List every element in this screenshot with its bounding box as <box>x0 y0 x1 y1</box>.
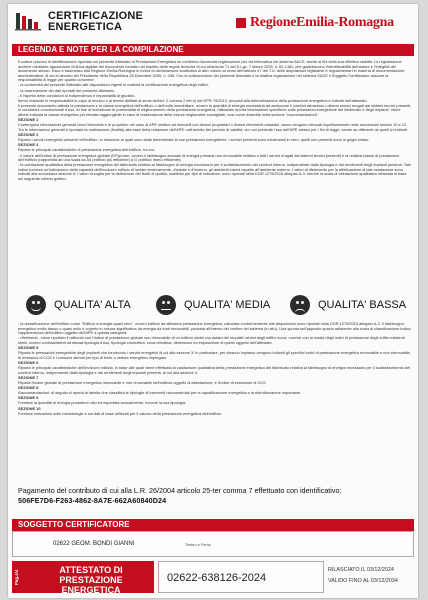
section-4-text: Riporta le principali caratteristiche di prestazione energetica dell'edificio, tra cui: <box>18 147 155 153</box>
payment-info <box>18 486 412 506</box>
neutral-face-icon <box>156 295 176 315</box>
region-logo <box>236 14 412 34</box>
notes-para2: Il presente documento attesta la prestazione e la classe energetica dell'edificio o dell'unità immobiliare, ovvero la quantità di energia necessaria ad assicurare il comfort attraverso i diversi servizi erogati dai sistemi tecnici presenti, in condizioni convenzionali d'uso. Al fine di individuare le potenzialità di miglioramento della prestazione energetica, l'attestato riporta informazioni specifiche sulle prestazioni energetiche del fabbricato e degli impianti. Viene altresì indicata la classe energetica più elevata raggiungibile in caso di realizzazione delle misure migliorative consigliate, così come descritte nella sezione "raccomandazioni". <box>18 102 412 118</box>
certificate-page <box>8 4 418 598</box>
quality-scale <box>18 294 412 316</box>
ape-logo-icon <box>14 10 44 32</box>
attestato-code-box <box>158 561 324 593</box>
certification-title <box>48 11 143 33</box>
section-5-title: SEZIONE 5 <box>18 345 39 351</box>
soggetto-certificatore-box <box>12 531 414 557</box>
notes-bullet: - il rispetto delle condizioni di indipendenza e imparzialità di giudizio, <box>18 92 136 98</box>
section-2-text: Riporta i servizi energetici presenti nell'edificio, in relazione ai quali sono state determinate le sue prestazioni energetiche. I servizi presenti sono evidenziati in nero, quelli non presenti sono in grigio chiaro. <box>18 137 370 143</box>
attestato-title-line1: ATTESTATO DI <box>59 565 123 575</box>
section-2-title: SEZIONE 2 <box>18 132 39 138</box>
quality-medium-label: QUALITA' MEDIA <box>184 299 271 311</box>
cert-title-line1: CERTIFICAZIONE <box>48 10 144 22</box>
section-1-title: SEZIONE 1 <box>18 117 39 123</box>
section-10-text: Fornisce indicazioni sulle metodologie e sui dati di base utilizzati per il calcolo della prestazione energetica dell'edificio. <box>18 410 223 416</box>
notes-after-bullets: fermo restando le responsabilità in capo al tecnico o ai tecnici abilitati ai sensi dell'art. 2 comma 2 lett b) del DPR 75/2013, preposti alla determinazione della prestazione energetica e indicati nell'attestato. <box>18 97 368 103</box>
section-1-text: Contengono informazioni generali circa l'immobile e le proprietà: nel caso di APE relativo ad immobili con diversi proprietari o diversi riferimenti catastali, vanno vengono elencati rispettivamente nelle successive sezioni 10 e 12. Tra le informazioni generali è riportata la motivazione (finalità) alla base della redazione dell'APE: nell'ambito del periodo di validità, ciò non preclude l'uso dell'APE stesso per i fini di legge, anche se differenti da quelli ivi indicati. <box>18 122 408 132</box>
notes-bullet: - la osservazione dei dati riportati del presente Attestato, <box>18 87 115 93</box>
happy-face-icon <box>26 295 46 315</box>
cert-title-line2: ENERGETICA <box>48 21 123 33</box>
section-8-title: SEZIONE 8 <box>18 385 39 391</box>
validity-dates <box>328 565 414 587</box>
payment-identifier: 506FE7D6-F263-4862-8A7E-662A60840D24 <box>18 496 167 505</box>
notes-bullet: - la conformità del presente Attestato alle disposizioni vigenti in materia di certificazione energetica degli edifici, <box>18 82 209 88</box>
section-4-bullet: - la valutazione qualitativa della prestazione energetica del fabbricato relativa al fabbisogno di energia necessario per il soddisfacimento del comfort interno, indipendente dalla tipologia e dai rendimenti degli impianti presenti. Tale indice fornisce un'indicazione della capacità dell'involucro edilizio di isolare termicamente, d'estate e d'inverno, gli ambienti interni rispetto all'ambiente esterno. I valori di riferimento per la effettuazione di tale valutazione sono indicati alla successiva sezione 6; i valori di soglia per la definizione dei livelli di qualità, suddivisi per tipo di indicatore, sono riportati nella DGR 1275/2015 allegato A-3, mentre la scala di valutazione qualitativa utilizzata si basa sul seguente criterio grafico: <box>18 162 411 182</box>
section-4-bullet: - il valore dell'indice di prestazione energetica globale (EPgl,nren, ovvero il fabbisogno annuale di energia primaria non rinnovabile relativa a tutti i servizi erogati dai sistemi tecnici presenti) e la relativa classe di prestazione dell'edificio (rapportata ad una scala da A4 (edificio più efficiente) a G (edificio meno efficiente); <box>18 152 400 163</box>
attestato-footer-box <box>12 561 154 593</box>
page-header <box>8 4 418 40</box>
page-number: Pag.4/4 <box>14 569 19 585</box>
section-9-text: Fornisce la quantità di energia prodotta in situ ed esportata annualmente, nonché la sua tipologia. <box>18 400 187 406</box>
stamp-signature-label: Timbro e Firma <box>185 543 211 547</box>
quality-low-label: QUALITA' BASSA <box>318 299 407 311</box>
section-6-title: SEZIONE 6 <box>18 359 39 365</box>
section-4-bullet: - riferimenti - viene riportato il raffronto con l'indice di prestazione globale non rinnovabile di un edificio simile ma dotato dei requisiti minimi degli edifici nuovi, nonché con la media degli indici di prestazione degli edifici esistenti simili, ovvero contraddistinti da stessa tipologia d'uso, tipologia costruttiva, zona climatica, dimensioni ed esposizione di quello oggetto dell'attestato. <box>18 335 405 345</box>
issued-date: RILASCIATO IL 03/12/2024 <box>328 567 394 573</box>
section-7-text: Riporta l'indice globale di prestazione energetica rinnovabile e non rinnovabile dell'edificio oggetto di attestazione, e l'indice di emissione di CO2. <box>18 379 267 385</box>
section-7-title: SEZIONE 7 <box>18 374 39 380</box>
certifier-name: 02622 GEOM. BONDI GIANNI <box>53 541 135 547</box>
attestato-title <box>30 565 152 595</box>
section-4-title: SEZIONE 4 <box>18 142 39 148</box>
region-logo-square-icon <box>236 18 246 28</box>
attestato-code: 02622-638126-2024 <box>167 572 267 584</box>
attestato-title-line2: PRESTAZIONE ENERGETICA <box>59 575 123 595</box>
section-8-text: Raccomandazioni: di seguito si riporta la tabella che classifica le tipologie di interventi raccomandati per la riqualificazione energetica e la ristrutturazione importante. <box>18 390 302 396</box>
section-10-title: SEZIONE 10 <box>18 405 41 411</box>
section-9-title: SEZIONE 9 <box>18 395 39 401</box>
notes-text-continued <box>18 322 412 417</box>
payment-text: Pagamento del contributo di cui alla L.R. 26/2004 articolo 25-ter comma 7 effettuato con identificativo: <box>18 486 342 495</box>
soggetto-certificatore-bar: SOGGETTO CERTIFICATORE <box>12 519 414 531</box>
sad-face-icon <box>290 295 310 315</box>
section-6-text: Riporta le principali caratteristiche dell'involucro edilizio, in base alle quali viene effettuata la valutazione qualitativa della prestazione energetica del fabbricato relativa al fabbisogno di energia necessario per il soddisfacimento del comfort interno, indipendente dalla tipologia e dai rendimenti degli impianti presenti, di cui alla sezione 4. <box>18 365 411 375</box>
notes-text <box>18 60 412 182</box>
quality-high-label: QUALITA' ALTA <box>54 299 131 311</box>
section-5-text: Riporta le prestazioni energetiche degli impianti che forniscono i servizi energetici di cui alla sezione 3: in particolare, per ciascun impianto vengono indicati gli specifici indici di prestazione energetica rinnovabile e non rinnovabile, le emissioni di CO2 e i consumi stimati per tipo di fonte o vettore energetico impiegato. <box>18 350 411 360</box>
legend-section-bar: LEGENDA E NOTE PER LA COMPILAZIONE <box>12 44 414 56</box>
notes-intro: Il codice univoco di identificazione riportato sul presente Attestato di Prestazione Energetica ne conferma l'avvenuta registrazione per via telematica nel sistema SACE, anche ai fini della sua effettiva validità. La registrazione avviene mediante apposizione di firma digitale del documento formato nel rispetto delle regole tecniche di cui all'articolo 71 del D.Lgs. 7 Marzo 2005, n. 82-CAD, che garantiscono l'identificabilità dell'autore e l'integrità del documento stesso. Esso è trasmesso alla Regione Emilia-Romagna in forma di dichiarazione sostitutiva di atto notorio ai sensi dell'articolo 47 del T.U. delle disposizioni legislative e regolamentari in materia di documentazione amministrativa, di cui al decreto del Presidente della Repubblica 28 Dicembre 2000, n. 445. Con la sottoscrizione del presente Attestato e la relativa registrazione nel sistema SACE il Soggetto Certificatore assume la responsabilità di legge per quanto concerne: <box>18 59 405 83</box>
section-4-bullet: - la classificazione dell'edificio come "Edificio a energia quasi zero", ovvero edificio ad altissima prestazione energetica, calcolata conformemente alle disposizioni sono riportati nella DGR 1275/2015 allegato A-3. Il fabbisogno energetico molto basso o quasi nullo è coperto in misura significativa da energia da fonti rinnovabili, prodotta all'interno del confine del sistema (in situ). Una spunta sull'apposito spazio adiacente alla scala di classificazione indica l'appartenenza dell'edificio oggetto dell'APE a questa categoria. <box>18 321 411 336</box>
region-name: RegioneEmilia-Romagna <box>250 15 394 30</box>
valid-until-date: VALIDO FINO AL 03/12/2034 <box>328 578 398 584</box>
